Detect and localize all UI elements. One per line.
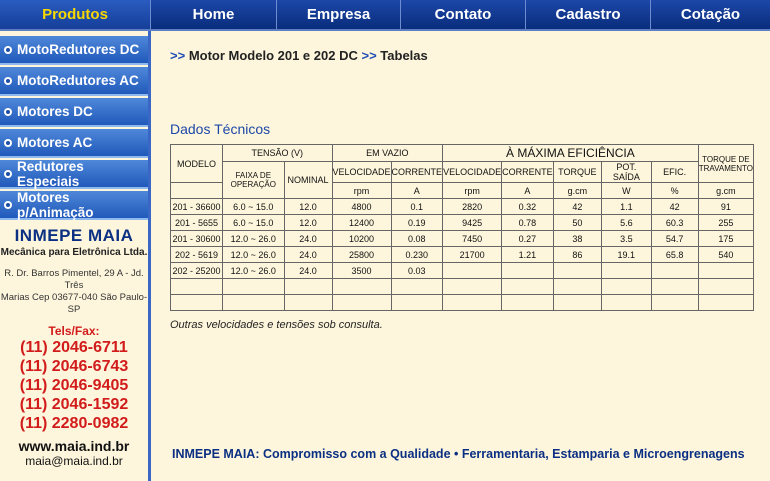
table-cell-torque: 50 — [553, 215, 601, 231]
table-cell-pot: 3.5 — [602, 231, 651, 247]
table-cell-nominal: 24.0 — [284, 231, 332, 247]
table-cell-pot — [602, 279, 651, 295]
table-row — [171, 295, 754, 311]
header-modelo: MODELO — [171, 145, 223, 183]
table-cell-m-corr: 0.27 — [502, 231, 554, 247]
table-cell-m-corr — [502, 295, 554, 311]
table-cell-nominal — [284, 295, 332, 311]
sidebar-item-label: Motores AC — [17, 135, 93, 150]
table-cell-nominal: 24.0 — [284, 247, 332, 263]
table-cell-v-corr: 0.19 — [391, 215, 443, 231]
table-cell-torque — [553, 295, 601, 311]
bullet-icon — [4, 77, 12, 85]
table-cell-nominal — [284, 279, 332, 295]
table-row — [171, 279, 754, 295]
breadcrumb-separator: >> — [361, 48, 377, 63]
table-cell-v-vel — [332, 279, 391, 295]
table-cell-torque: 38 — [553, 231, 601, 247]
company-subtitle: Mecânica para Eletrônica Ltda. — [0, 247, 148, 258]
address-line-1: R. Dr. Barros Pimentel, 29 A - Jd. Três — [4, 268, 144, 291]
unit-gcm: g.cm — [698, 183, 753, 199]
table-cell-trav — [698, 279, 753, 295]
table-cell-torque — [553, 279, 601, 295]
table-row — [171, 215, 754, 231]
table-cell-torque: 42 — [553, 199, 601, 215]
table-cell-faixa: 6.0 ~ 15.0 — [223, 215, 285, 231]
unit-rpm: rpm — [443, 183, 502, 199]
table-cell-efic — [651, 263, 698, 279]
table-cell-faixa — [223, 279, 285, 295]
breadcrumb-separator: >> — [170, 48, 186, 63]
sidebar — [0, 31, 151, 481]
unit-gcm: g.cm — [553, 183, 601, 199]
table-cell-m-corr: 0.32 — [502, 199, 554, 215]
table-cell-faixa: 12.0 ~ 26.0 — [223, 247, 285, 263]
table-cell-torque: 86 — [553, 247, 601, 263]
table-cell-faixa: 12.0 ~ 26.0 — [223, 263, 285, 279]
table-cell-faixa: 12.0 ~ 26.0 — [223, 231, 285, 247]
table-cell-v-corr: 0.03 — [391, 263, 443, 279]
table-row — [171, 231, 754, 247]
table-cell-efic — [651, 295, 698, 311]
table-cell-v-vel: 12400 — [332, 215, 391, 231]
top-nav — [0, 0, 770, 31]
table-cell-nominal: 24.0 — [284, 263, 332, 279]
sidebar-item-label: Redutores Especiais — [17, 158, 84, 189]
table-row — [171, 199, 754, 215]
table-row — [171, 247, 754, 263]
bullet-icon — [4, 170, 12, 178]
table-cell-v-corr: 0.1 — [391, 199, 443, 215]
table-cell-m-vel — [443, 295, 502, 311]
table-cell-modelo: 202 - 25200 — [171, 263, 223, 279]
sidebar-item-motoredutores-dc[interactable] — [0, 36, 148, 65]
unit-rpm: rpm — [332, 183, 391, 199]
table-cell-modelo — [171, 279, 223, 295]
table-cell-trav: 540 — [698, 247, 753, 263]
table-cell-v-corr — [391, 295, 443, 311]
table-cell-pot: 5.6 — [602, 215, 651, 231]
sidebar-item-redutores-especiais[interactable] — [0, 160, 148, 189]
table-cell-trav: 91 — [698, 199, 753, 215]
table-cell-faixa: 6.0 ~ 15.0 — [223, 199, 285, 215]
company-address — [0, 268, 148, 316]
header-pot-saida: POT. SAÍDA — [602, 162, 651, 183]
table-cell-m-vel — [443, 263, 502, 279]
table-cell-m-corr: 0.78 — [502, 215, 554, 231]
phone-number: (11) 2046-6711 — [20, 339, 128, 356]
table-cell-v-vel: 10200 — [332, 231, 391, 247]
table-cell-efic: 65.8 — [651, 247, 698, 263]
table-cell-efic — [651, 279, 698, 295]
bullet-icon — [4, 201, 12, 209]
company-name: INMEPE MAIA — [14, 226, 134, 245]
table-cell-m-corr — [502, 279, 554, 295]
table-row — [171, 263, 754, 279]
table-cell-trav: 175 — [698, 231, 753, 247]
phone-number: (11) 2046-9405 — [19, 377, 129, 394]
company-info — [0, 226, 148, 468]
sidebar-item-motores-dc[interactable] — [0, 98, 148, 127]
sidebar-item-motores-ac[interactable] — [0, 129, 148, 158]
table-cell-pot: 19.1 — [602, 247, 651, 263]
nav-contato[interactable]: Contato — [401, 0, 526, 29]
header-nominal: NOMINAL — [284, 162, 332, 199]
table-cell-v-vel: 3500 — [332, 263, 391, 279]
table-cell — [171, 183, 223, 199]
table-cell-m-corr — [502, 263, 554, 279]
sidebar-item-motores-animacao[interactable] — [0, 191, 148, 220]
table-cell-modelo: 201 - 30600 — [171, 231, 223, 247]
table-cell-modelo: 201 - 36600 — [171, 199, 223, 215]
header-velocidade: VELOCIDADE — [443, 162, 502, 183]
header-velocidade: VELOCIDADE — [332, 162, 391, 183]
note-text: Outras velocidades e tensões sob consulta. — [170, 319, 383, 331]
address-line-2: Marias Cep 03677-040 São Paulo-SP — [0, 292, 148, 315]
header-maxima-eficiencia: À MÁXIMA EFICIÊNCIA — [443, 145, 699, 162]
website-link[interactable]: www.maia.ind.br — [18, 438, 130, 454]
unit-a: A — [502, 183, 554, 199]
header-corrente: CORRENTE — [391, 162, 443, 183]
bullet-icon — [4, 108, 12, 116]
table-cell-v-vel — [332, 295, 391, 311]
table-cell-trav — [698, 263, 753, 279]
table-cell-m-vel — [443, 279, 502, 295]
breadcrumb-section: Tabelas — [380, 48, 428, 63]
tels-label: Tels/Fax: — [48, 324, 100, 338]
unit-pct: % — [651, 183, 698, 199]
table-cell-modelo: 201 - 5655 — [171, 215, 223, 231]
email-link[interactable]: maia@maia.ind.br — [25, 454, 123, 468]
unit-a: A — [391, 183, 443, 199]
header-efic: EFIC. — [651, 162, 698, 183]
sidebar-item-label: MotoRedutores DC — [17, 42, 140, 57]
table-cell-faixa — [223, 295, 285, 311]
tech-table — [170, 144, 754, 311]
nav-home[interactable]: Home — [151, 0, 277, 29]
bullet-icon — [4, 139, 12, 147]
header-corrente: CORRENTE — [502, 162, 554, 183]
table-cell-m-vel: 7450 — [443, 231, 502, 247]
table-cell-efic: 54.7 — [651, 231, 698, 247]
sidebar-item-motoredutores-ac[interactable] — [0, 67, 148, 96]
nav-cotacao[interactable]: Cotação — [651, 0, 770, 29]
header-em-vazio: EM VAZIO — [332, 145, 443, 162]
breadcrumb-page[interactable]: Motor Modelo 201 e 202 DC — [188, 48, 358, 63]
header-faixa-operacao: FAIXA DE OPERAÇÃO — [223, 162, 285, 199]
footer-slogan: INMEPE MAIA: Compromisso com a Qualidade • Ferramentaria, Estamparia e Microengrenagens — [172, 447, 745, 461]
table-cell-trav: 255 — [698, 215, 753, 231]
table-cell-m-vel: 2820 — [443, 199, 502, 215]
table-cell-v-vel: 4800 — [332, 199, 391, 215]
table-cell-v-corr: 0.08 — [391, 231, 443, 247]
sidebar-item-label: Motores DC — [17, 104, 93, 119]
table-cell-m-vel: 9425 — [443, 215, 502, 231]
nav-cadastro[interactable]: Cadastro — [526, 0, 651, 29]
table-cell-pot — [602, 263, 651, 279]
table-cell-modelo — [171, 295, 223, 311]
table-cell-modelo: 202 - 5619 — [171, 247, 223, 263]
phone-number: (11) 2046-6743 — [19, 358, 129, 375]
table-cell-m-corr: 1.21 — [502, 247, 554, 263]
phone-number: (11) 2046-1592 — [19, 396, 129, 413]
table-cell-torque — [553, 263, 601, 279]
table-body — [171, 199, 754, 311]
table-cell-efic: 42 — [651, 199, 698, 215]
breadcrumb — [170, 48, 428, 63]
table-cell-trav — [698, 295, 753, 311]
table-cell-v-corr — [391, 279, 443, 295]
nav-produtos[interactable]: Produtos — [0, 0, 151, 29]
nav-empresa[interactable]: Empresa — [277, 0, 401, 29]
header-torque-travamento: TORQUE DE TRAVAMENTO — [698, 145, 753, 183]
bullet-icon — [4, 46, 12, 54]
table-cell-nominal: 12.0 — [284, 199, 332, 215]
section-title: Dados Técnicos — [170, 121, 271, 137]
sidebar-item-label: MotoRedutores AC — [17, 73, 139, 88]
sidebar-item-label: Motores p/Animação — [17, 189, 94, 220]
table-cell-v-vel: 25800 — [332, 247, 391, 263]
phone-number: (11) 2280-0982 — [19, 415, 129, 432]
table-cell-pot: 1.1 — [602, 199, 651, 215]
header-tensao: TENSÃO (V) — [223, 145, 333, 162]
table-cell-m-vel: 21700 — [443, 247, 502, 263]
unit-w: W — [602, 183, 651, 199]
header-torque: TORQUE — [553, 162, 601, 183]
table-cell-pot — [602, 295, 651, 311]
table-cell-nominal: 12.0 — [284, 215, 332, 231]
table-cell-v-corr: 0.230 — [391, 247, 443, 263]
table-cell-efic: 60.3 — [651, 215, 698, 231]
